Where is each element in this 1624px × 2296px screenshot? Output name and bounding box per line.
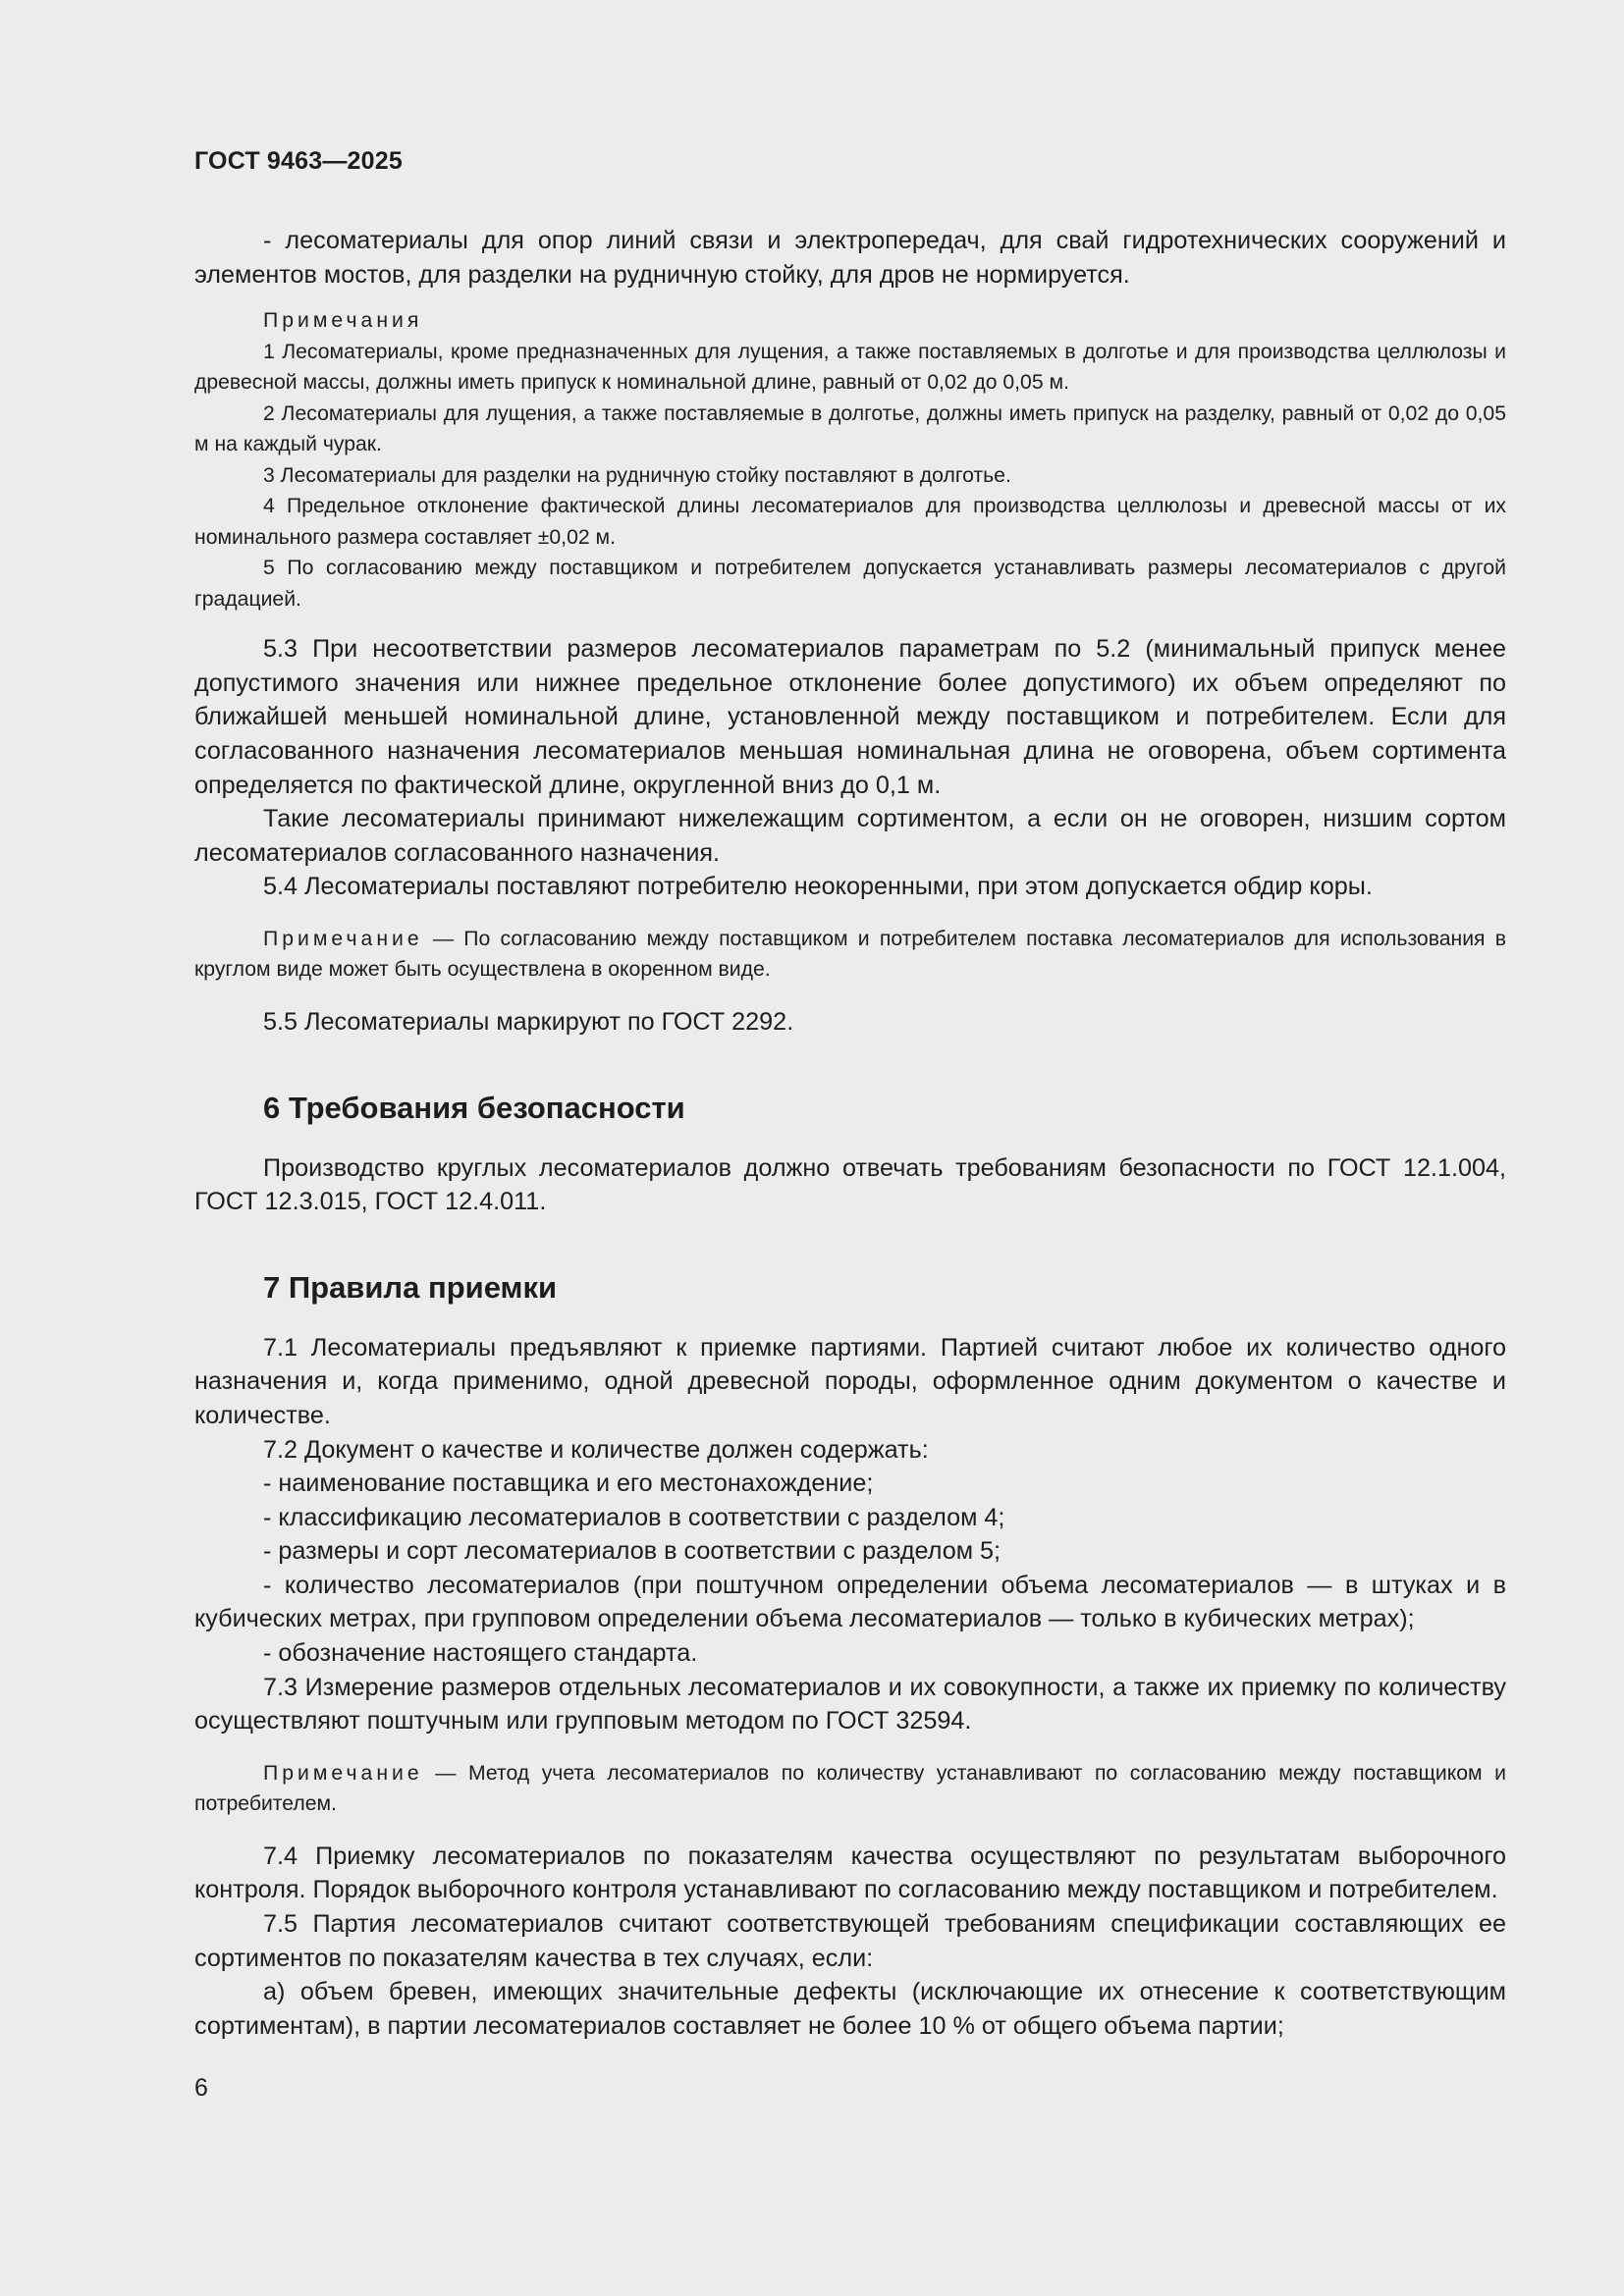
notes-heading: Примечания — [263, 309, 423, 333]
section-heading: 6 Требования безопасности — [263, 1090, 685, 1125]
paragraph: 5.5 Лесоматериалы маркируют по ГОСТ 2292. — [263, 1007, 794, 1036]
paragraph: 7.4 Приемку лесоматериалов по показателям качества осуществляют по результатам выборочного контроля. Порядок выборочного контроля устанавливают по согласованию между поставщиком и потребителем. — [194, 1842, 1506, 1904]
document-body — [194, 224, 1506, 2043]
paragraph: - размеры и сорт лесоматериалов в соответствии с разделом 5; — [263, 1537, 1001, 1566]
note-paragraph — [194, 1758, 1506, 1820]
note-paragraph — [194, 924, 1506, 986]
paragraph: 7.3 Измерение размеров отдельных лесоматериалов и их совокупности, а также их приемку по количеству осуществляют поштучным или групповым методом по ГОСТ 32594. — [194, 1673, 1506, 1735]
section-heading: 7 Правила приемки — [263, 1269, 558, 1305]
note-label: Примечание — [263, 1761, 423, 1785]
note-label: Примечание — [263, 927, 423, 950]
note-text: — По согласованию между поставщиком и потребителем поставка лесоматериалов для использования в круглом виде может быть осуществлена в окоренном виде. — [194, 927, 1506, 982]
paragraph: - количество лесоматериалов (при поштучном определении объема лесоматериалов — в штуках и в кубических метрах, при групповом определении объема лесоматериалов — только в кубических метрах); — [194, 1571, 1506, 1633]
note-text: — Метод учета лесоматериалов по количеству устанавливают по согласованию между поставщиком и потребителем. — [194, 1761, 1506, 1816]
paragraph: Производство круглых лесоматериалов должно отвечать требованиям безопасности по ГОСТ 12.1.004, ГОСТ 12.3.015, ГОСТ 12.4.011. — [194, 1153, 1506, 1216]
paragraph: а) объем бревен, имеющих значительные дефекты (исключающие их отнесение к соответствующим сортиментам), в партии лесоматериалов составляет не более 10 % от общего объема партии; — [194, 1978, 1506, 2040]
paragraph: 7.2 Документ о качестве и количестве должен содержать: — [263, 1435, 929, 1464]
note-item: 3 Лесоматериалы для разделки на рудничную стойку поставляют в долготье. — [263, 463, 1011, 487]
paragraph: 5.3 При несоответствии размеров лесоматериалов параметрам по 5.2 (минимальный припуск менее допустимого значения или нижнее предельное отклонение более допустимого) их объем определяют по ближайшей меньшей номинальной длине, установленной между поставщиком и потребителем. Если для согласованного назначения лесоматериалов меньшая номинальная длина не оговорена, объем сортимента определяется по фактической длине, округленной вниз до 0,1 м. — [194, 635, 1506, 799]
note-item: 5 По согласованию между поставщиком и потребителем допускается устанавливать размеры лесоматериалов с другой градацией. — [194, 557, 1506, 611]
note-item: 1 Лесоматериалы, кроме предназначенных для лущения, а также поставляемых в долготье и для производства целлюлозы и древесной массы, должны иметь припуск к номинальной длине, равный от 0,02 до 0,05 м. — [194, 340, 1506, 395]
paragraph: - наименование поставщика и его местонахождение; — [263, 1469, 874, 1498]
note-item: 4 Предельное отклонение фактической длины лесоматериалов для производства целлюлозы и древесной массы от их номинального размера составляет ±0,02 м. — [194, 495, 1506, 549]
paragraph: Такие лесоматериалы принимают нижележащим сортиментом, а если он не оговорен, низшим сортом лесоматериалов согласованного назначения. — [194, 805, 1506, 867]
document-code-header: ГОСТ 9463—2025 — [194, 147, 403, 175]
note-item: 2 Лесоматериалы для лущения, а также поставляемые в долготье, должны иметь припуск на разделку, равный от 0,02 до 0,05 м на каждый чурак. — [194, 401, 1506, 456]
document-page — [194, 0, 1506, 2296]
paragraph: - лесоматериалы для опор линий связи и электропередач, для свай гидротехнических сооружений и элементов мостов, для разделки на рудничную стойку, для дров не нормируется. — [194, 227, 1506, 289]
paragraph: 7.5 Партия лесоматериалов считают соответствующей требованиям спецификации составляющих ее сортиментов по показателям качества в тех случаях, если: — [194, 1910, 1506, 1972]
paragraph: 5.4 Лесоматериалы поставляют потребителю неокоренными, при этом допускается обдир коры. — [263, 873, 1373, 901]
page-number: 6 — [194, 2074, 208, 2102]
paragraph: - обозначение настоящего стандарта. — [263, 1639, 698, 1668]
paragraph: - классификацию лесоматериалов в соответствии с разделом 4; — [263, 1503, 1005, 1531]
paragraph: 7.1 Лесоматериалы предъявляют к приемке партиями. Партией считают любое их количество одного назначения и, когда применимо, одной древесной породы, оформленное одним документом о качестве и количестве. — [194, 1333, 1506, 1429]
